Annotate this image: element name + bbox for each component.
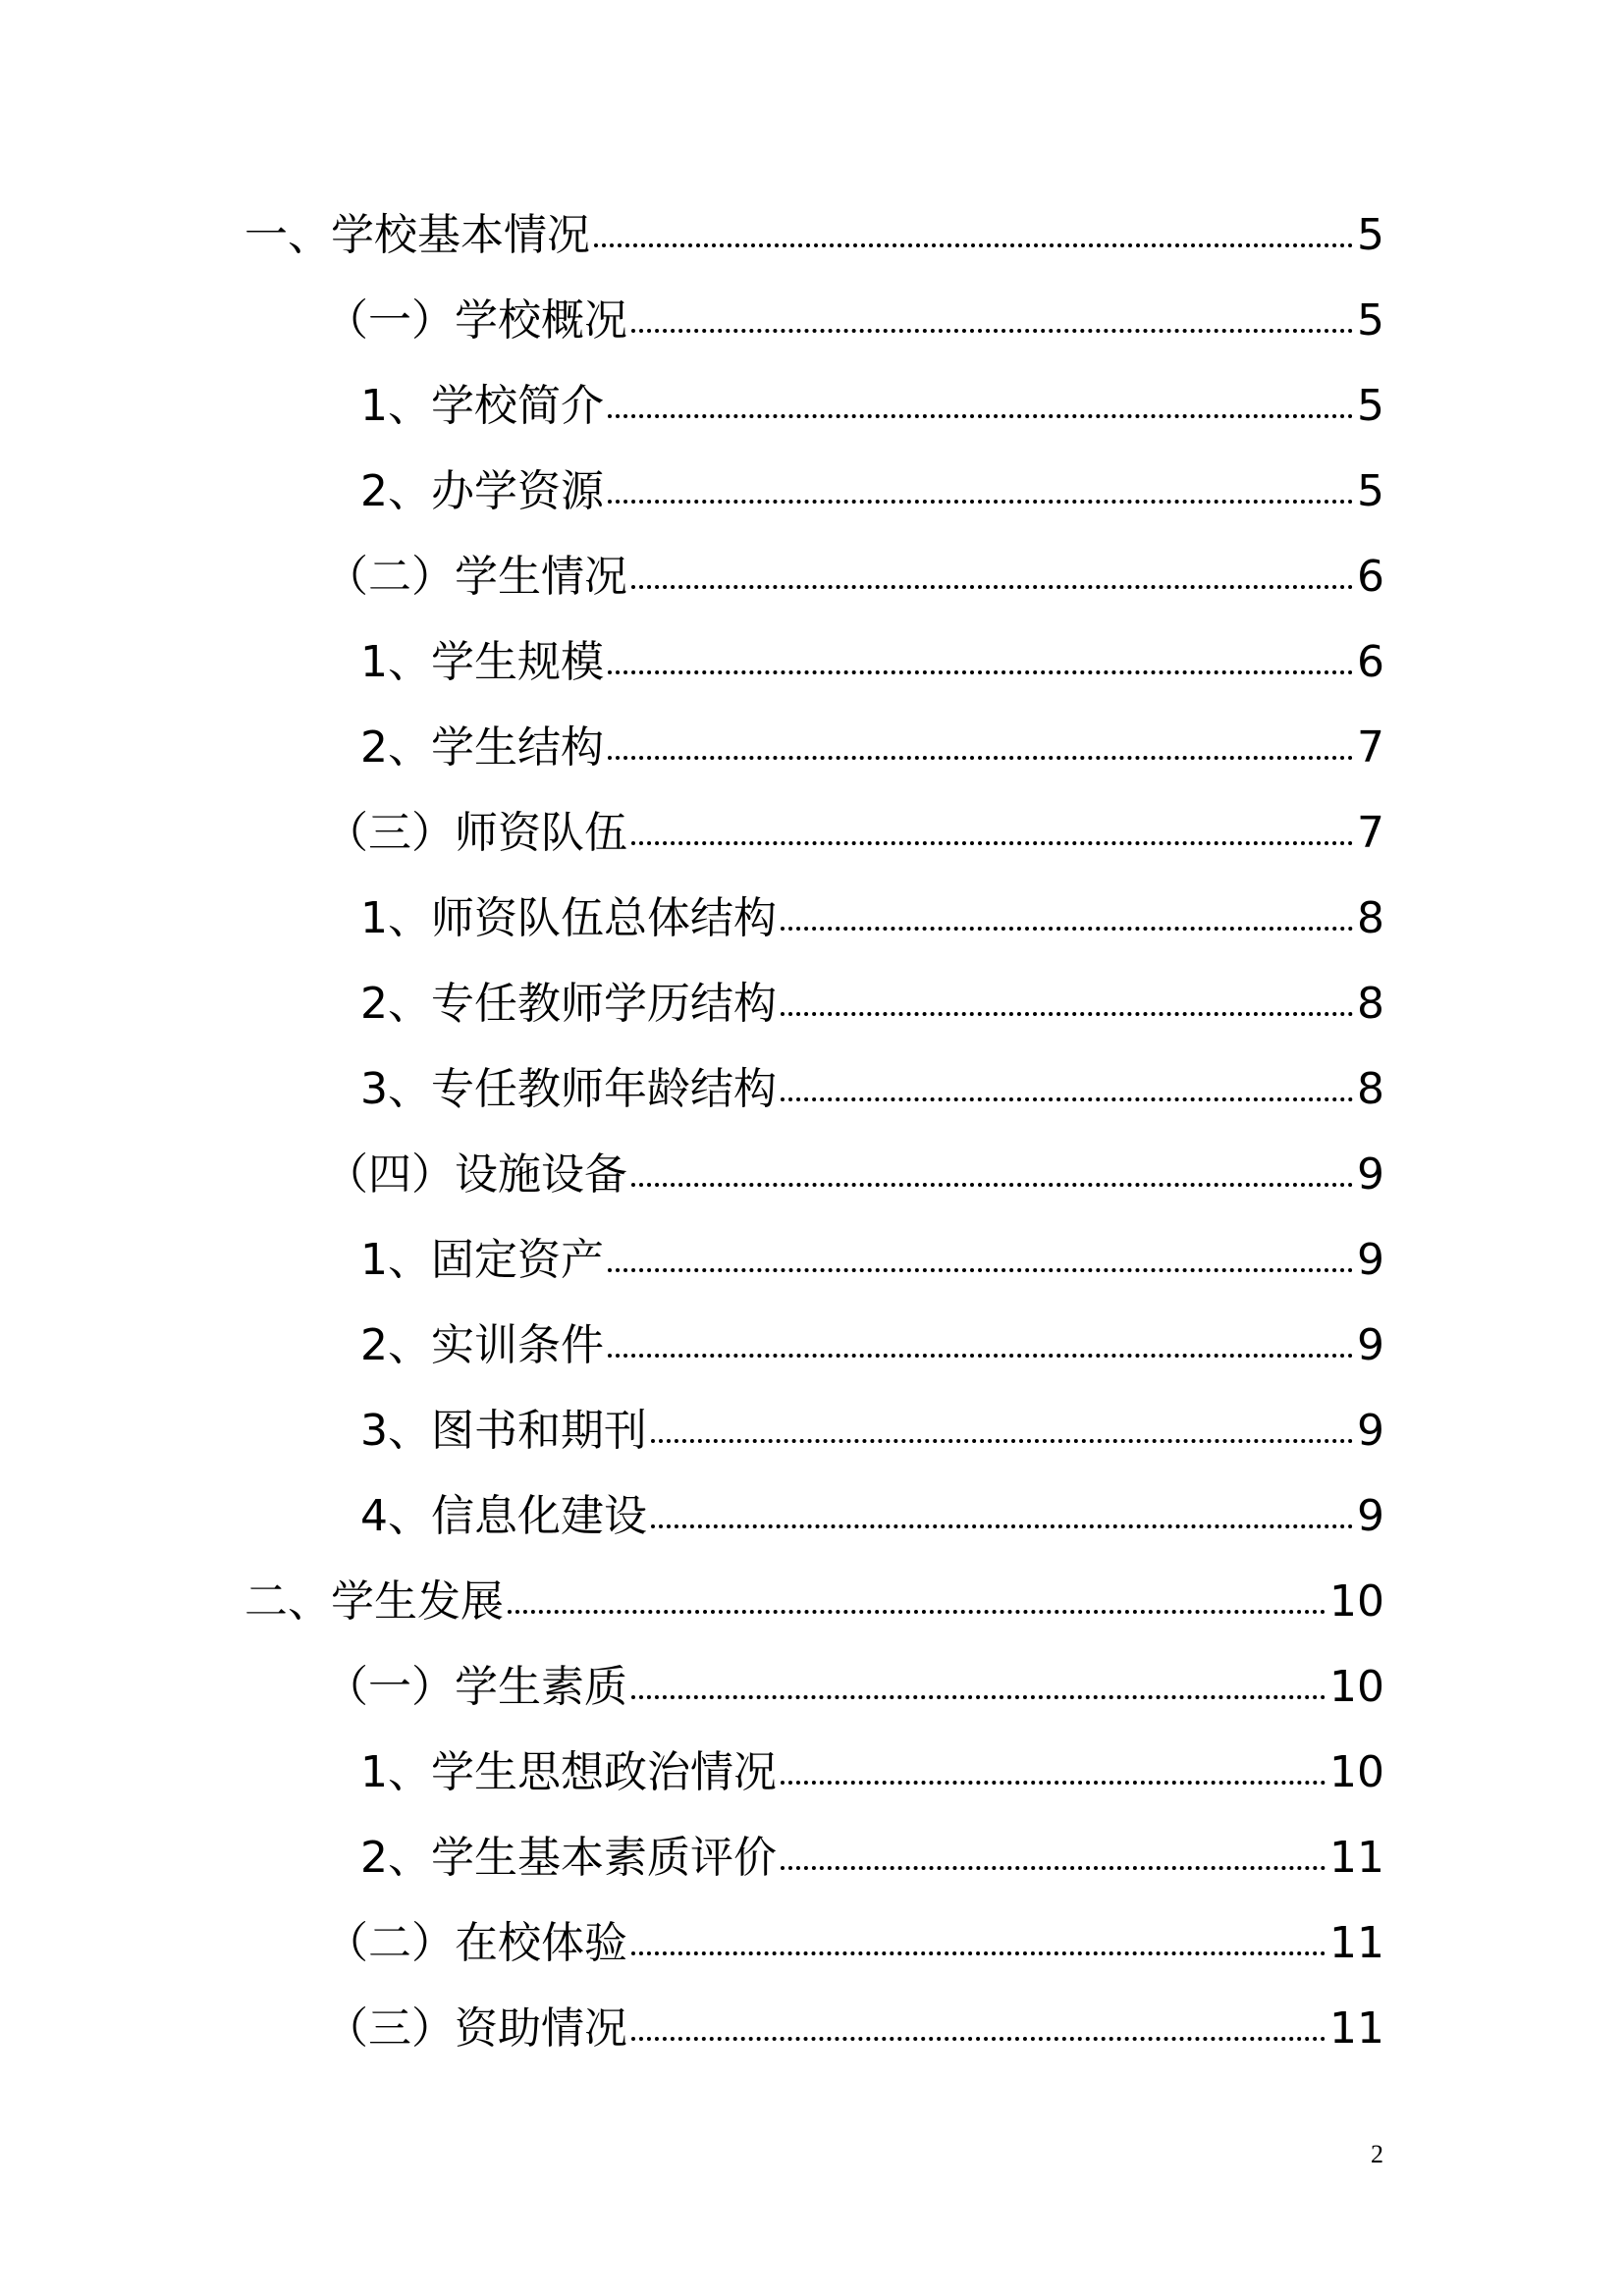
toc-entry-title: 2、实训条件 bbox=[360, 1320, 604, 1370]
page-number: 2 bbox=[1371, 2140, 1383, 2168]
toc-entry-title: 二、学生发展 bbox=[244, 1576, 504, 1627]
toc-dot-leader bbox=[651, 1438, 1353, 1443]
toc-entry-title: （二）学生情况 bbox=[325, 552, 627, 602]
toc-entry-title: 3、图书和期刊 bbox=[360, 1406, 647, 1456]
toc-entry-page: 11 bbox=[1329, 1833, 1384, 1883]
toc-entry[interactable] bbox=[360, 1743, 1384, 1802]
toc-entry-page: 9 bbox=[1357, 1149, 1384, 1200]
toc-entry[interactable] bbox=[325, 1914, 1384, 1973]
toc-dot-leader bbox=[508, 1609, 1326, 1614]
toc-entry-page: 9 bbox=[1357, 1235, 1384, 1285]
toc-dot-leader bbox=[781, 1096, 1353, 1101]
toc-entry-title: （三）师资队伍 bbox=[325, 808, 627, 858]
toc-entry-page: 8 bbox=[1357, 979, 1384, 1029]
toc-dot-leader bbox=[608, 1353, 1353, 1358]
toc-entry[interactable] bbox=[360, 1402, 1384, 1461]
toc-entry[interactable] bbox=[325, 548, 1384, 607]
toc-entry[interactable] bbox=[360, 1487, 1384, 1546]
toc-entry-title: 一、学校基本情况 bbox=[244, 210, 590, 260]
toc-dot-leader bbox=[608, 755, 1353, 760]
toc-entry-page: 5 bbox=[1357, 381, 1384, 431]
toc-entry-page: 10 bbox=[1329, 1747, 1384, 1797]
toc-entry[interactable] bbox=[325, 292, 1384, 350]
toc-dot-leader bbox=[608, 669, 1353, 674]
toc-entry[interactable] bbox=[360, 377, 1384, 436]
toc-entry-page: 8 bbox=[1357, 1064, 1384, 1114]
toc-entry-page: 9 bbox=[1357, 1320, 1384, 1370]
toc-entry-title: 1、学校简介 bbox=[360, 381, 604, 431]
toc-entry-page: 9 bbox=[1357, 1406, 1384, 1456]
toc-dot-leader bbox=[631, 2036, 1326, 2041]
toc-entry-page: 7 bbox=[1357, 808, 1384, 858]
toc-dot-leader bbox=[781, 926, 1353, 931]
toc-entry[interactable] bbox=[360, 633, 1384, 692]
toc-entry-title: 1、学生规模 bbox=[360, 637, 604, 687]
toc-entry[interactable] bbox=[325, 1146, 1384, 1204]
toc-dot-leader bbox=[631, 1694, 1326, 1699]
toc-entry-page: 10 bbox=[1329, 1662, 1384, 1712]
toc-entry[interactable] bbox=[244, 1573, 1384, 1631]
toc-dot-leader bbox=[781, 1011, 1353, 1016]
toc-entry-page: 5 bbox=[1357, 295, 1384, 346]
toc-entry-page: 9 bbox=[1357, 1491, 1384, 1541]
toc-entry-title: （四）设施设备 bbox=[325, 1149, 627, 1200]
toc-entry-title: 1、师资队伍总体结构 bbox=[360, 893, 777, 943]
toc-dot-leader bbox=[608, 413, 1353, 418]
toc-entry[interactable] bbox=[360, 1829, 1384, 1888]
toc-entry[interactable] bbox=[360, 889, 1384, 948]
toc-dot-leader bbox=[631, 1950, 1326, 1955]
toc-entry-page: 6 bbox=[1357, 637, 1384, 687]
toc-entry-page: 11 bbox=[1329, 2003, 1384, 2054]
toc-entry-title: （三）资助情况 bbox=[325, 2003, 627, 2054]
toc-dot-leader bbox=[631, 1182, 1353, 1187]
toc-entry[interactable] bbox=[325, 804, 1384, 863]
toc-entry[interactable] bbox=[360, 1060, 1384, 1119]
toc-dot-leader bbox=[781, 1780, 1326, 1785]
toc-dot-leader bbox=[608, 1267, 1353, 1272]
toc-entry-page: 5 bbox=[1357, 210, 1384, 260]
toc-entry-title: 3、专任教师年龄结构 bbox=[360, 1064, 777, 1114]
toc-entry-page: 8 bbox=[1357, 893, 1384, 943]
toc-dot-leader bbox=[594, 242, 1353, 247]
toc-entry-title: 2、办学资源 bbox=[360, 466, 604, 516]
toc-entry[interactable] bbox=[325, 1658, 1384, 1717]
toc-entry-title: （二）在校体验 bbox=[325, 1918, 627, 1968]
toc-entry[interactable] bbox=[360, 462, 1384, 521]
toc-entry-page: 11 bbox=[1329, 1918, 1384, 1968]
toc-dot-leader bbox=[608, 499, 1353, 504]
toc-dot-leader bbox=[631, 584, 1353, 589]
toc-entry-title: 2、学生基本素质评价 bbox=[360, 1833, 777, 1883]
toc-entry-page: 7 bbox=[1357, 722, 1384, 773]
toc-entry-title: 1、固定资产 bbox=[360, 1235, 604, 1285]
toc-dot-leader bbox=[631, 840, 1353, 845]
toc-entry[interactable] bbox=[360, 1316, 1384, 1375]
toc-dot-leader bbox=[651, 1523, 1353, 1528]
toc-entry-title: 2、专任教师学历结构 bbox=[360, 979, 777, 1029]
toc-entry[interactable] bbox=[244, 206, 1384, 265]
toc-entry-title: 4、信息化建设 bbox=[360, 1491, 647, 1541]
toc-entry[interactable] bbox=[360, 975, 1384, 1034]
toc-entry-title: 1、学生思想政治情况 bbox=[360, 1747, 777, 1797]
toc-entry-page: 10 bbox=[1329, 1576, 1384, 1627]
toc-entry-title: 2、学生结构 bbox=[360, 722, 604, 773]
toc-entry-page: 6 bbox=[1357, 552, 1384, 602]
toc-entry[interactable] bbox=[360, 719, 1384, 777]
toc-entry[interactable] bbox=[360, 1231, 1384, 1290]
toc-entry-title: （一）学校概况 bbox=[325, 295, 627, 346]
toc-dot-leader bbox=[631, 328, 1353, 333]
toc-entry-title: （一）学生素质 bbox=[325, 1662, 627, 1712]
toc-entry[interactable] bbox=[325, 2000, 1384, 2058]
toc-dot-leader bbox=[781, 1865, 1326, 1870]
toc-entry-page: 5 bbox=[1357, 466, 1384, 516]
